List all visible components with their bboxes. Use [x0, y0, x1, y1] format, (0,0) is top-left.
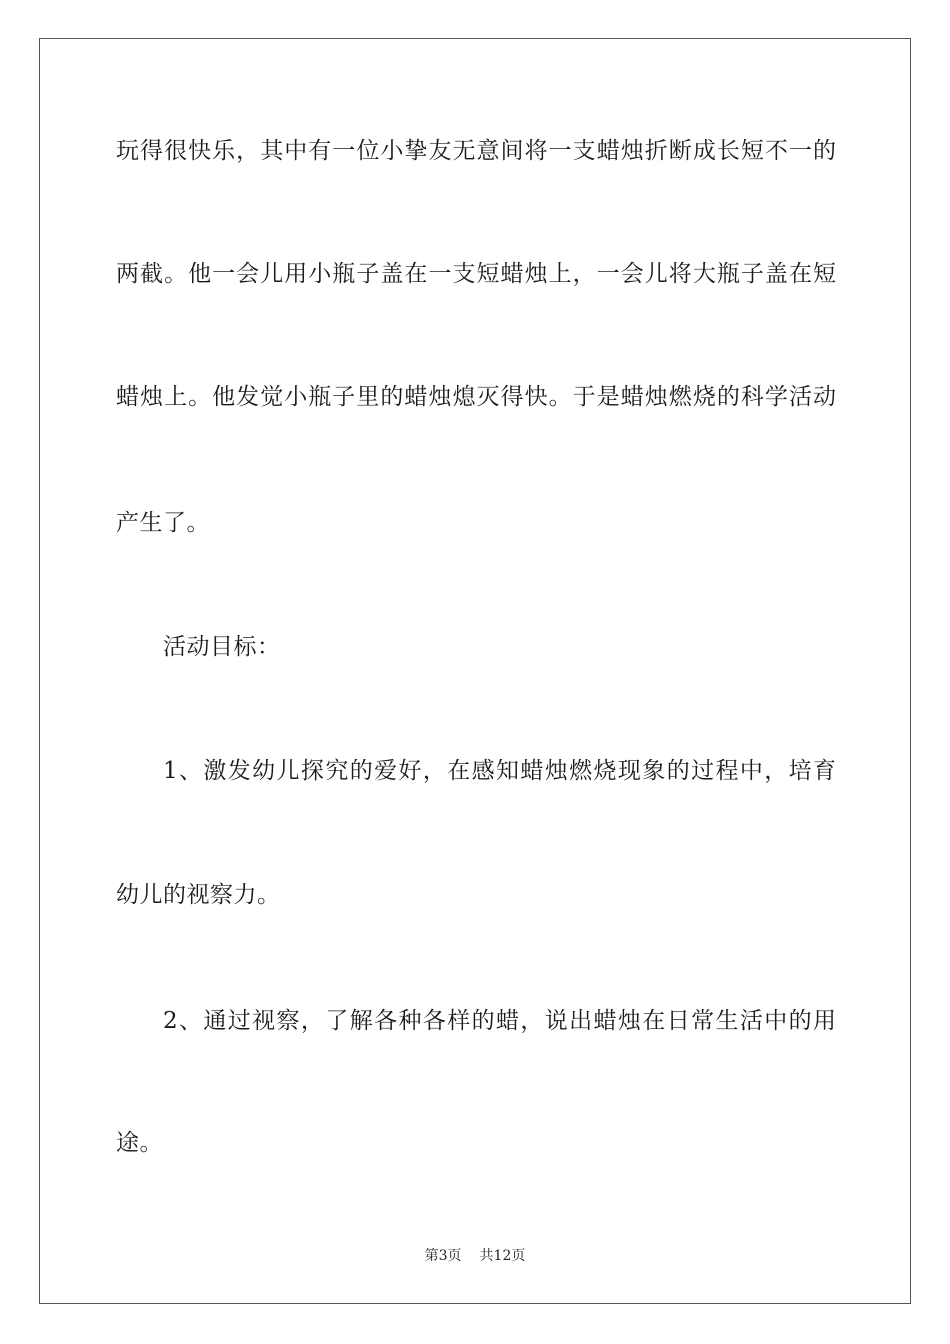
- page-footer: [0, 1247, 950, 1265]
- page-border: [39, 38, 911, 1304]
- goal-1-line-2: 幼儿的视察力。: [116, 882, 281, 908]
- section-heading-goals: 活动目标：: [163, 634, 281, 660]
- page-number: 第3页: [424, 1248, 462, 1264]
- paragraph-line-2: 两截。他一会儿用小瓶子盖在一支短蜡烛上，一会儿将大瓶子盖在短: [116, 261, 836, 287]
- paragraph-line-3: 蜡烛上。他发觉小瓶子里的蜡烛熄灭得快。于是蜡烛燃烧的科学活动: [116, 384, 836, 410]
- goal-2-line-2: 途。: [116, 1130, 163, 1156]
- paragraph-line-4: 产生了。: [116, 510, 210, 536]
- goal-2-line-1: 2、通过视察，了解各种各样的蜡，说出蜡烛在日常生活中的用: [163, 1008, 836, 1034]
- page-total: 共12页: [479, 1248, 526, 1264]
- paragraph-line-1: 玩得很快乐，其中有一位小挚友无意间将一支蜡烛折断成长短不一的: [116, 138, 836, 164]
- goal-1-line-1: 1、激发幼儿探究的爱好，在感知蜡烛燃烧现象的过程中，培育: [163, 758, 836, 784]
